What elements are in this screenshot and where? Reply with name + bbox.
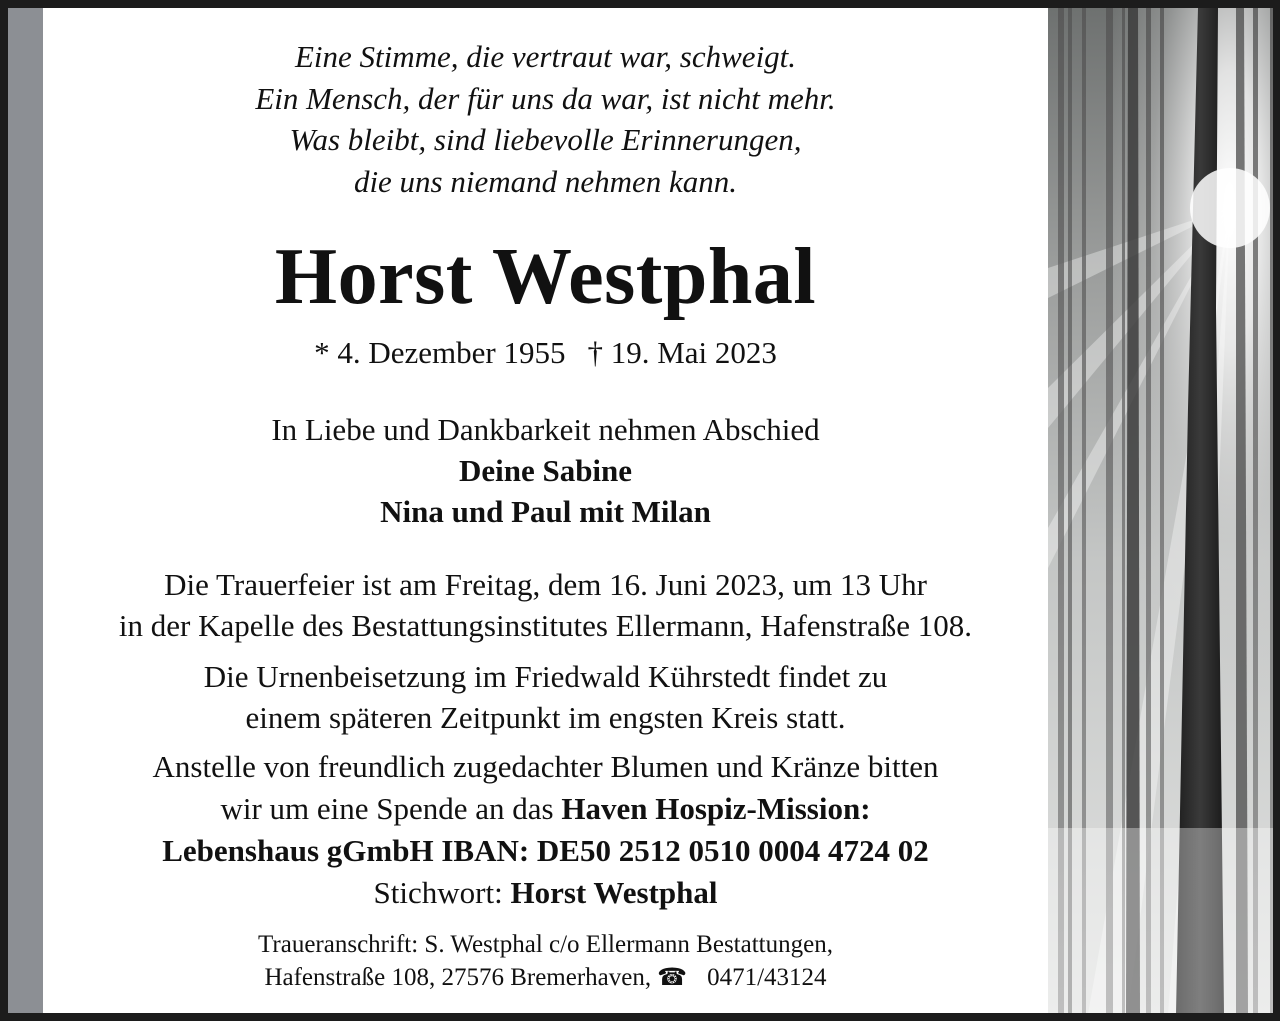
service-line: in der Kapelle des Bestattungsinstitutes Ellermann, Hafenstraße 108.	[118, 608, 973, 643]
mourner-name: Deine Sabine	[458, 453, 633, 488]
deceased-name: Horst Westphal	[274, 233, 817, 321]
service-line: Die Trauerfeier ist am Freitag, dem 16. Juni 2023, um 13 Uhr	[164, 567, 927, 602]
charity-name: Haven Hospiz-Mission:	[561, 791, 871, 826]
mourner-name: Nina und Paul mit Milan	[380, 494, 711, 529]
life-dates	[43, 334, 1048, 372]
farewell-intro: In Liebe und Dankbarkeit nehmen Abschied	[271, 412, 820, 447]
urn-line: Die Urnenbeisetzung im Friedwald Kührstedt findet zu	[203, 659, 888, 694]
poem-line: die uns niemand nehmen kann.	[353, 163, 738, 199]
farewell-block	[43, 409, 1048, 532]
donation-line: wir um eine Spende an das Haven Hospiz-Mission:	[220, 791, 871, 826]
notice-content	[43, 8, 1048, 1013]
donation-info	[43, 746, 1048, 914]
donation-iban: Lebenshaus gGmbH IBAN: DE50 2512 0510 0004 4724 02	[162, 833, 929, 868]
keyword-value: Horst Westphal	[510, 875, 718, 910]
urn-info	[43, 656, 1048, 738]
address-line: Hafenstraße 108, 27576 Bremerhaven, ☎ 0471/43124	[43, 961, 1048, 995]
address-line: Traueranschrift: S. Westphal c/o Ellermann Bestattungen,	[258, 931, 833, 958]
mourning-address	[43, 928, 1048, 995]
left-gray-bar	[8, 8, 43, 1013]
death-date: † 19. Mai 2023	[587, 335, 777, 370]
donation-keyword: Stichwort: Horst Westphal	[373, 875, 718, 910]
forest-sunlight-image	[1048, 8, 1280, 1013]
poem-line: Eine Stimme, die vertraut war, schweigt.	[294, 39, 797, 74]
urn-line: einem späteren Zeitpunkt im engsten Kreis statt.	[245, 700, 846, 735]
poem-line: Ein Mensch, der für uns da war, ist nicht mehr.	[255, 80, 836, 116]
forest-illustration	[1048, 8, 1280, 1013]
service-info	[43, 564, 1048, 646]
birth-date: * 4. Dezember 1955	[314, 335, 566, 370]
poem	[43, 36, 1048, 202]
poem-line: Was bleibt, sind liebevolle Erinnerungen,	[289, 122, 802, 157]
phone-number: 0471/43124	[707, 964, 827, 991]
donation-line: Anstelle von freundlich zugedachter Blumen und Kränze bitten	[152, 749, 939, 784]
telephone-icon: ☎	[657, 965, 688, 991]
